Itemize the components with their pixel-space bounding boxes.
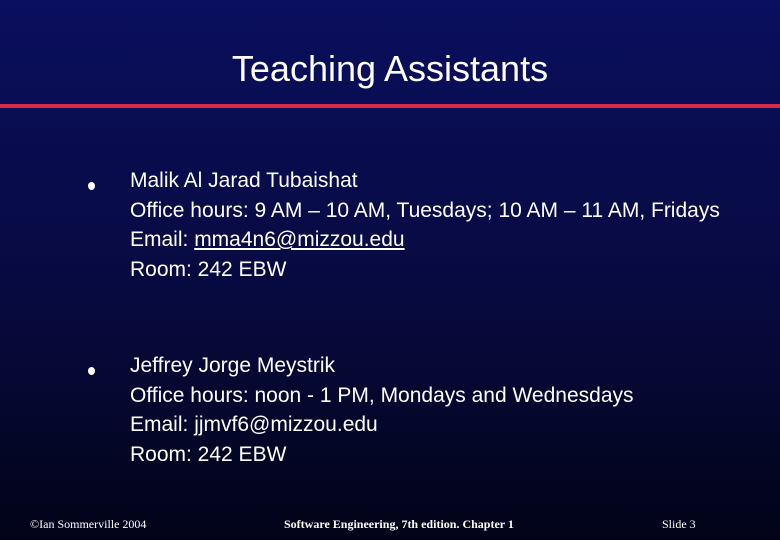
footer-book-title: Software Engineering, 7th edition. Chapter 1	[284, 517, 514, 531]
ta-entry	[130, 166, 770, 284]
ta-office-hours: Office hours: 9 AM – 10 AM, Tuesdays; 10 AM – 11 AM, Fridays	[130, 198, 720, 222]
ta-email-label: Email:	[130, 228, 195, 251]
slide-title: Teaching Assistants	[231, 48, 549, 89]
title-divider	[0, 104, 780, 108]
ta-name: Jeffrey Jorge Meystrik	[130, 354, 336, 377]
ta-email-line	[130, 225, 770, 255]
footer-copyright: ©Ian Sommerville 2004	[30, 517, 147, 531]
ta-office-hours: Office hours: noon - 1 PM, Mondays and Wednesdays	[130, 383, 634, 407]
ta-entry	[130, 351, 770, 469]
bullet-point	[88, 367, 95, 375]
ta-email-link[interactable]: mma4n6@mizzou.edu	[194, 228, 405, 251]
ta-email-line	[130, 410, 770, 440]
ta-email-label: Email:	[130, 413, 195, 436]
ta-room: Room: 242 EBW	[130, 442, 287, 466]
footer-slide-number: Slide 3	[662, 517, 696, 531]
bullet-point	[88, 182, 95, 190]
ta-room: Room: 242 EBW	[130, 257, 287, 281]
ta-email: jjmvf6@mizzou.edu	[194, 413, 378, 436]
ta-name: Malik Al Jarad Tubaishat	[130, 169, 358, 192]
